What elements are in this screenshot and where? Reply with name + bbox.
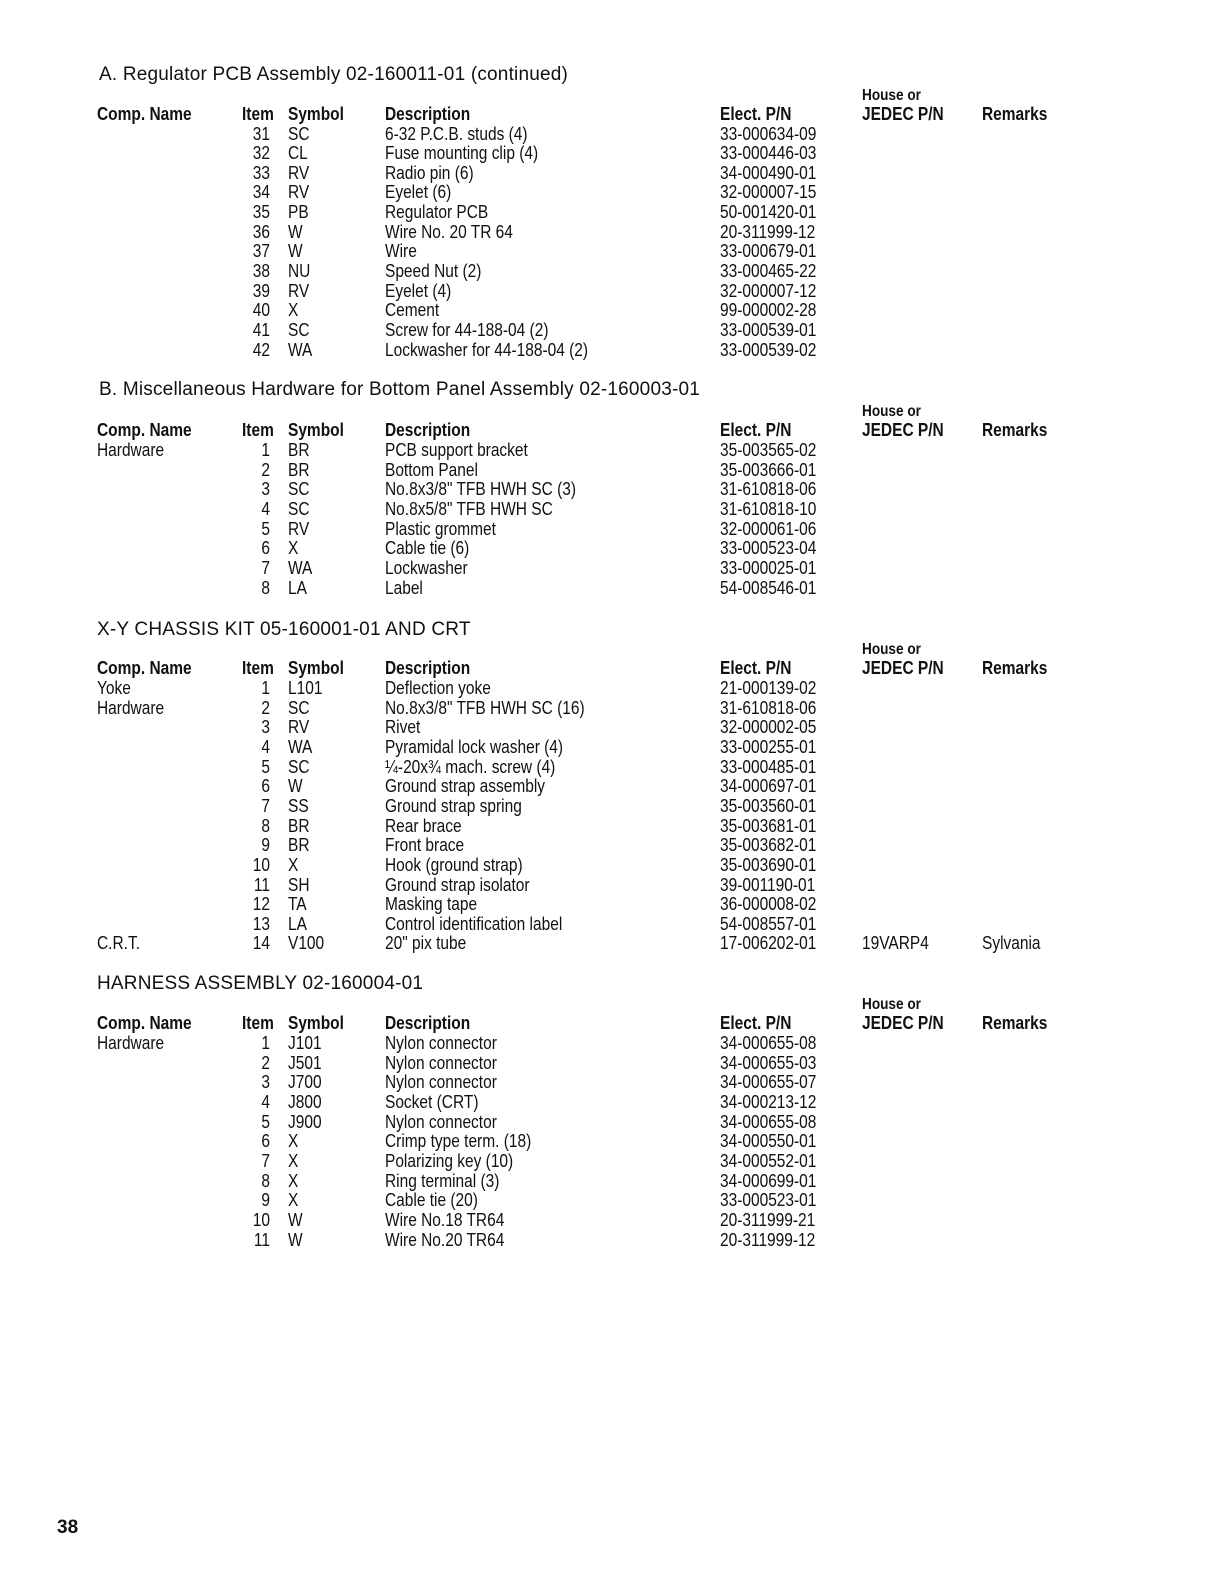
- item-cell: 34: [252, 182, 270, 203]
- table-row: [0, 500, 1224, 520]
- symbol-cell: SC: [288, 479, 310, 500]
- comp-name-cell: Hardware: [97, 697, 165, 718]
- table-row: [0, 282, 1224, 302]
- header-house-or: House or: [862, 641, 921, 658]
- description-cell: Ring terminal (3): [385, 1170, 500, 1191]
- symbol-cell: WA: [288, 557, 313, 578]
- description-cell: Ground strap assembly: [385, 776, 546, 797]
- elect-pn-cell: 35-003690-01: [720, 854, 817, 875]
- item-cell: 2: [261, 697, 270, 718]
- item-cell: 5: [261, 1111, 270, 1132]
- table-row: [0, 341, 1224, 361]
- item-cell: 9: [261, 835, 270, 856]
- header-house-or: House or: [862, 403, 921, 420]
- remarks-cell: Sylvania: [982, 933, 1041, 954]
- item-cell: 5: [261, 756, 270, 777]
- item-cell: 3: [261, 717, 270, 738]
- description-cell: Label: [385, 577, 423, 598]
- elect-pn-cell: 33-000025-01: [720, 557, 817, 578]
- elect-pn-cell: 33-000446-03: [720, 143, 817, 164]
- header-jedec-pn: JEDEC P/N: [862, 420, 944, 440]
- elect-pn-cell: 32-000007-12: [720, 280, 817, 301]
- elect-pn-cell: 33-000539-01: [720, 320, 817, 340]
- symbol-cell: BR: [288, 440, 310, 460]
- elect-pn-cell: 35-003565-02: [720, 440, 817, 460]
- item-cell: 9: [261, 1190, 270, 1211]
- symbol-cell: SS: [288, 795, 309, 816]
- header-remarks: Remarks: [982, 658, 1048, 678]
- table-row: [0, 1152, 1224, 1172]
- elect-pn-cell: 20-311999-12: [720, 1229, 816, 1250]
- item-cell: 1: [261, 1033, 270, 1053]
- description-cell: Cable tie (20): [385, 1190, 478, 1211]
- description-cell: Pyramidal lock washer (4): [385, 736, 564, 757]
- table-row: [0, 836, 1224, 856]
- table-row: [0, 1073, 1224, 1093]
- item-cell: 4: [261, 1091, 270, 1112]
- table-row: [0, 441, 1224, 461]
- description-cell: Speed Nut (2): [385, 261, 482, 282]
- table-row: [0, 738, 1224, 758]
- item-cell: 14: [252, 933, 270, 954]
- table-row: [0, 679, 1224, 699]
- elect-pn-cell: 34-000697-01: [720, 776, 817, 797]
- elect-pn-cell: 35-003666-01: [720, 459, 817, 480]
- description-cell: No.8x5/8" TFB HWH SC: [385, 498, 553, 519]
- elect-pn-cell: 99-000002-28: [720, 300, 817, 321]
- symbol-cell: J501: [288, 1052, 322, 1073]
- elect-pn-cell: 20-311999-21: [720, 1209, 816, 1230]
- item-cell: 1: [261, 678, 270, 698]
- elect-pn-cell: 34-000655-08: [720, 1111, 817, 1132]
- symbol-cell: X: [288, 300, 299, 321]
- item-cell: 32: [252, 143, 270, 164]
- symbol-cell: RV: [288, 717, 310, 738]
- elect-pn-cell: 33-000523-04: [720, 538, 817, 559]
- jedec-pn-cell: 19VARP4: [862, 933, 929, 954]
- symbol-cell: V100: [288, 933, 325, 954]
- header-item: Item: [242, 1013, 274, 1033]
- table-row: [0, 876, 1224, 896]
- symbol-cell: BR: [288, 815, 310, 836]
- elect-pn-cell: 34-000550-01: [720, 1131, 817, 1152]
- description-cell: No.8x3/8" TFB HWH SC (16): [385, 697, 585, 718]
- symbol-cell: W: [288, 221, 303, 242]
- comp-name-cell: Hardware: [97, 1033, 165, 1053]
- description-cell: Cable tie (6): [385, 538, 470, 559]
- elect-pn-cell: 34-000655-03: [720, 1052, 817, 1073]
- elect-pn-cell: 34-000213-12: [720, 1091, 817, 1112]
- elect-pn-cell: 32-000002-05: [720, 717, 817, 738]
- description-cell: Hook (ground strap): [385, 854, 523, 875]
- table-row: [0, 1113, 1224, 1133]
- section-title: HARNESS ASSEMBLY 02-160004-01: [97, 973, 424, 994]
- item-cell: 4: [261, 498, 270, 519]
- symbol-cell: RV: [288, 162, 310, 183]
- item-cell: 6: [261, 538, 270, 559]
- item-cell: 4: [261, 736, 270, 757]
- description-cell: Nylon connector: [385, 1111, 497, 1132]
- description-cell: Wire No. 20 TR 64: [385, 221, 513, 242]
- symbol-cell: W: [288, 776, 303, 797]
- elect-pn-cell: 21-000139-02: [720, 678, 817, 698]
- symbol-cell: SC: [288, 320, 310, 340]
- elect-pn-cell: 35-003681-01: [720, 815, 817, 836]
- symbol-cell: W: [288, 1229, 303, 1250]
- description-cell: Regulator PCB: [385, 202, 489, 223]
- item-cell: 41: [252, 320, 270, 340]
- description-cell: Nylon connector: [385, 1052, 497, 1073]
- description-cell: PCB support bracket: [385, 440, 528, 460]
- description-cell: Lockwasher: [385, 557, 468, 578]
- symbol-cell: WA: [288, 736, 313, 757]
- item-cell: 8: [261, 577, 270, 598]
- symbol-cell: BR: [288, 459, 310, 480]
- table-row: [0, 1034, 1224, 1054]
- description-cell: Lockwasher for 44-188-04 (2): [385, 339, 589, 360]
- item-cell: 6: [261, 776, 270, 797]
- symbol-cell: RV: [288, 518, 310, 539]
- table-row: [0, 934, 1224, 954]
- description-cell: Ground strap spring: [385, 795, 522, 816]
- elect-pn-cell: 54-008557-01: [720, 913, 817, 934]
- symbol-cell: W: [288, 1209, 303, 1230]
- header-symbol: Symbol: [288, 420, 344, 440]
- table-row: [0, 461, 1224, 481]
- table-row: [0, 1132, 1224, 1152]
- symbol-cell: PB: [288, 202, 309, 223]
- description-cell: Wire: [385, 241, 417, 262]
- table-row: [0, 223, 1224, 243]
- symbol-cell: J700: [288, 1072, 322, 1093]
- description-cell: Crimp type term. (18): [385, 1131, 532, 1152]
- table-row: [0, 321, 1224, 341]
- symbol-cell: LA: [288, 577, 307, 598]
- symbol-cell: SC: [288, 123, 310, 144]
- table-row: [0, 1172, 1224, 1192]
- item-cell: 8: [261, 815, 270, 836]
- description-cell: 6-32 P.C.B. studs (4): [385, 123, 528, 144]
- header-remarks: Remarks: [982, 420, 1048, 440]
- elect-pn-cell: 31-610818-10: [720, 498, 817, 519]
- elect-pn-cell: 33-000465-22: [720, 261, 817, 282]
- section-title: X-Y CHASSIS KIT 05-160001-01 AND CRT: [97, 619, 471, 640]
- description-cell: Eyelet (4): [385, 280, 452, 301]
- description-cell: Deflection yoke: [385, 678, 491, 698]
- table-row: [0, 1054, 1224, 1074]
- symbol-cell: WA: [288, 339, 313, 360]
- header-comp-name: Comp. Name: [97, 1013, 192, 1033]
- symbol-cell: BR: [288, 835, 310, 856]
- elect-pn-cell: 32-000007-15: [720, 182, 817, 203]
- header-description: Description: [385, 658, 471, 678]
- item-cell: 1: [261, 440, 270, 460]
- description-cell: Plastic grommet: [385, 518, 496, 539]
- item-cell: 12: [252, 894, 270, 915]
- comp-name-cell: Hardware: [97, 440, 165, 460]
- item-cell: 10: [252, 854, 270, 875]
- header-comp-name: Comp. Name: [97, 104, 192, 124]
- table-row: [0, 203, 1224, 223]
- item-cell: 6: [261, 1131, 270, 1152]
- table-row: [0, 797, 1224, 817]
- item-cell: 11: [253, 1229, 270, 1250]
- item-cell: 31: [252, 123, 270, 144]
- elect-pn-cell: 34-000699-01: [720, 1170, 817, 1191]
- description-cell: Screw for 44-188-04 (2): [385, 320, 549, 340]
- symbol-cell: SC: [288, 697, 310, 718]
- elect-pn-cell: 17-006202-01: [720, 933, 817, 954]
- header-description: Description: [385, 420, 471, 440]
- table-row: [0, 520, 1224, 540]
- item-cell: 36: [252, 221, 270, 242]
- description-cell: Eyelet (6): [385, 182, 452, 203]
- table-row: [0, 183, 1224, 203]
- table-row: [0, 301, 1224, 321]
- symbol-cell: CL: [288, 143, 308, 164]
- header-elect-pn: Elect. P/N: [720, 658, 792, 678]
- description-cell: Rear brace: [385, 815, 462, 836]
- symbol-cell: RV: [288, 280, 310, 301]
- table-row: [0, 777, 1224, 797]
- symbol-cell: X: [288, 538, 299, 559]
- header-symbol: Symbol: [288, 1013, 344, 1033]
- description-cell: No.8x3/8" TFB HWH SC (3): [385, 479, 577, 500]
- item-cell: 38: [252, 261, 270, 282]
- table-row: [0, 1231, 1224, 1251]
- table-row: [0, 1211, 1224, 1231]
- table-row: [0, 1191, 1224, 1211]
- table-row: [0, 758, 1224, 778]
- item-cell: 3: [261, 479, 270, 500]
- item-cell: 2: [261, 459, 270, 480]
- symbol-cell: J900: [288, 1111, 322, 1132]
- item-cell: 40: [252, 300, 270, 321]
- table-row: [0, 1093, 1224, 1113]
- header-elect-pn: Elect. P/N: [720, 1013, 792, 1033]
- item-cell: 35: [252, 202, 270, 223]
- elect-pn-cell: 35-003560-01: [720, 795, 817, 816]
- header-remarks: Remarks: [982, 104, 1048, 124]
- elect-pn-cell: 32-000061-06: [720, 518, 817, 539]
- elect-pn-cell: 39-001190-01: [720, 874, 816, 895]
- elect-pn-cell: 33-000679-01: [720, 241, 817, 262]
- header-description: Description: [385, 1013, 471, 1033]
- table-row: [0, 699, 1224, 719]
- elect-pn-cell: 33-000485-01: [720, 756, 817, 777]
- table-row: [0, 817, 1224, 837]
- comp-name-cell: Yoke: [97, 678, 131, 698]
- item-cell: 11: [253, 874, 270, 895]
- table-row: [0, 164, 1224, 184]
- symbol-cell: NU: [288, 261, 311, 282]
- section-title: A. Regulator PCB Assembly 02-160011-01 (continued): [99, 64, 569, 85]
- elect-pn-cell: 34-000490-01: [720, 162, 817, 183]
- symbol-cell: X: [288, 1131, 299, 1152]
- description-cell: Wire No.20 TR64: [385, 1229, 505, 1250]
- item-cell: 8: [261, 1170, 270, 1191]
- header-elect-pn: Elect. P/N: [720, 420, 792, 440]
- page-number: 38: [57, 1517, 79, 1538]
- header-symbol: Symbol: [288, 104, 344, 124]
- description-cell: Cement: [385, 300, 440, 321]
- item-cell: 33: [252, 162, 270, 183]
- item-cell: 7: [261, 557, 270, 578]
- elect-pn-cell: 36-000008-02: [720, 894, 817, 915]
- header-jedec-pn: JEDEC P/N: [862, 104, 944, 124]
- elect-pn-cell: 33-000634-09: [720, 123, 817, 144]
- table-row: [0, 856, 1224, 876]
- header-comp-name: Comp. Name: [97, 658, 192, 678]
- description-cell: Polarizing key (10): [385, 1150, 514, 1171]
- description-cell: Bottom Panel: [385, 459, 478, 480]
- item-cell: 7: [261, 1150, 270, 1171]
- description-cell: Rivet: [385, 717, 421, 738]
- elect-pn-cell: 33-000255-01: [720, 736, 817, 757]
- elect-pn-cell: 34-000655-08: [720, 1033, 817, 1053]
- elect-pn-cell: 50-001420-01: [720, 202, 817, 223]
- elect-pn-cell: 54-008546-01: [720, 577, 817, 598]
- item-cell: 10: [252, 1209, 270, 1230]
- elect-pn-cell: 20-311999-12: [720, 221, 816, 242]
- description-cell: Nylon connector: [385, 1033, 497, 1053]
- symbol-cell: RV: [288, 182, 310, 203]
- header-jedec-pn: JEDEC P/N: [862, 658, 944, 678]
- table-row: [0, 559, 1224, 579]
- item-cell: 5: [261, 518, 270, 539]
- symbol-cell: X: [288, 1170, 299, 1191]
- header-item: Item: [242, 658, 274, 678]
- symbol-cell: TA: [288, 894, 307, 915]
- item-cell: 37: [252, 241, 270, 262]
- description-cell: 20" pix tube: [385, 933, 467, 954]
- description-cell: Wire No.18 TR64: [385, 1209, 505, 1230]
- symbol-cell: LA: [288, 913, 307, 934]
- item-cell: 39: [252, 280, 270, 301]
- header-elect-pn: Elect. P/N: [720, 104, 792, 124]
- description-cell: Fuse mounting clip (4): [385, 143, 539, 164]
- elect-pn-cell: 31-610818-06: [720, 479, 817, 500]
- description-cell: Socket (CRT): [385, 1091, 479, 1112]
- symbol-cell: SC: [288, 498, 310, 519]
- table-row: [0, 242, 1224, 262]
- header-house-or: House or: [862, 996, 921, 1013]
- symbol-cell: J800: [288, 1091, 322, 1112]
- header-remarks: Remarks: [982, 1013, 1048, 1033]
- header-item: Item: [242, 104, 274, 124]
- elect-pn-cell: 35-003682-01: [720, 835, 817, 856]
- elect-pn-cell: 34-000655-07: [720, 1072, 817, 1093]
- header-house-or: House or: [862, 87, 921, 104]
- elect-pn-cell: 34-000552-01: [720, 1150, 817, 1171]
- elect-pn-cell: 31-610818-06: [720, 697, 817, 718]
- table-row: [0, 718, 1224, 738]
- description-cell: Masking tape: [385, 894, 478, 915]
- table-row: [0, 915, 1224, 935]
- header-description: Description: [385, 104, 471, 124]
- symbol-cell: X: [288, 854, 299, 875]
- symbol-cell: J101: [288, 1033, 322, 1053]
- symbol-cell: W: [288, 241, 303, 262]
- item-cell: 3: [261, 1072, 270, 1093]
- description-cell: Ground strap isolator: [385, 874, 530, 895]
- table-row: [0, 480, 1224, 500]
- elect-pn-cell: 33-000523-01: [720, 1190, 817, 1211]
- symbol-cell: X: [288, 1190, 299, 1211]
- table-row: [0, 262, 1224, 282]
- table-row: [0, 895, 1224, 915]
- description-cell: Control identification label: [385, 913, 563, 934]
- table-row: [0, 579, 1224, 599]
- header-jedec-pn: JEDEC P/N: [862, 1013, 944, 1033]
- description-cell: Front brace: [385, 835, 465, 856]
- section-title: B. Miscellaneous Hardware for Bottom Panel Assembly 02-160003-01: [99, 379, 701, 400]
- description-cell: Radio pin (6): [385, 162, 474, 183]
- comp-name-cell: C.R.T.: [97, 933, 141, 954]
- elect-pn-cell: 33-000539-02: [720, 339, 817, 360]
- header-item: Item: [242, 420, 274, 440]
- symbol-cell: SH: [288, 874, 310, 895]
- item-cell: 2: [261, 1052, 270, 1073]
- table-row: [0, 539, 1224, 559]
- header-comp-name: Comp. Name: [97, 420, 192, 440]
- table-row: [0, 125, 1224, 145]
- item-cell: 7: [261, 795, 270, 816]
- header-symbol: Symbol: [288, 658, 344, 678]
- symbol-cell: L101: [288, 678, 323, 698]
- item-cell: 13: [252, 913, 270, 934]
- symbol-cell: X: [288, 1150, 299, 1171]
- description-cell: Nylon connector: [385, 1072, 497, 1093]
- description-cell: ¼-20x¾ mach. screw (4): [385, 756, 556, 777]
- item-cell: 42: [252, 339, 270, 360]
- table-row: [0, 144, 1224, 164]
- symbol-cell: SC: [288, 756, 310, 777]
